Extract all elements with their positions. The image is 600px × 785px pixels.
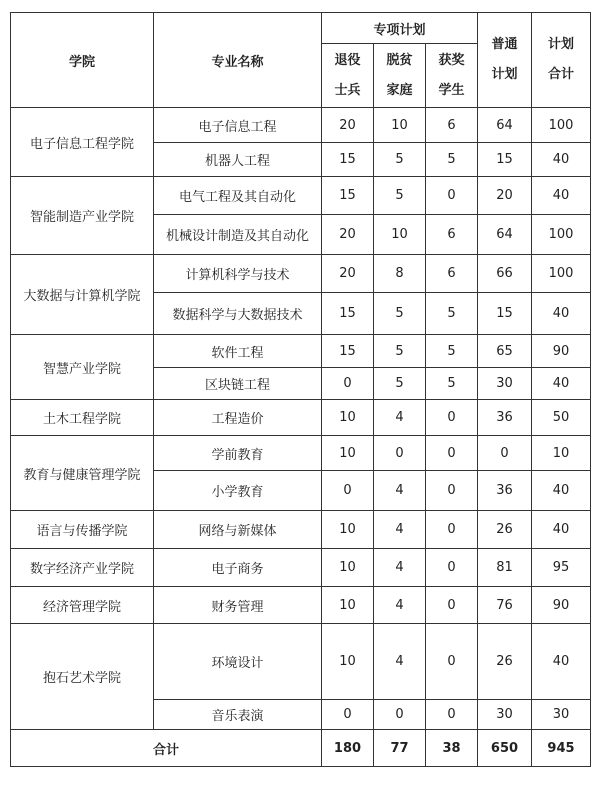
veteran-cell: 15 [322, 293, 374, 335]
major-cell: 环境设计 [154, 624, 322, 700]
total-cell: 100 [532, 215, 591, 255]
total-cell: 40 [532, 511, 591, 549]
award-cell: 6 [426, 255, 478, 293]
summary-poverty: 77 [374, 730, 426, 767]
veteran-cell: 0 [322, 368, 374, 400]
poverty-cell: 0 [374, 700, 426, 730]
poverty-cell: 0 [374, 436, 426, 471]
summary-label: 合计 [11, 730, 322, 767]
veteran-cell: 10 [322, 549, 374, 587]
veteran-cell: 20 [322, 255, 374, 293]
veteran-cell: 10 [322, 436, 374, 471]
award-cell: 5 [426, 143, 478, 177]
college-cell: 电子信息工程学院 [11, 108, 154, 177]
award-cell: 5 [426, 368, 478, 400]
college-cell: 抱石艺术学院 [11, 624, 154, 730]
total-cell: 100 [532, 255, 591, 293]
summary-veteran: 180 [322, 730, 374, 767]
major-cell: 音乐表演 [154, 700, 322, 730]
poverty-cell: 4 [374, 511, 426, 549]
poverty-cell: 5 [374, 177, 426, 215]
header-poverty-line1: 脱贫 [386, 52, 413, 68]
college-cell: 教育与健康管理学院 [11, 436, 154, 511]
regular-cell: 66 [478, 255, 532, 293]
regular-cell: 64 [478, 108, 532, 143]
award-cell: 5 [426, 335, 478, 368]
total-cell: 100 [532, 108, 591, 143]
header-award-line1: 获奖 [438, 52, 465, 68]
poverty-cell: 4 [374, 471, 426, 511]
header-poverty-line2: 家庭 [386, 82, 413, 98]
summary-award: 38 [426, 730, 478, 767]
award-cell: 6 [426, 108, 478, 143]
award-cell: 0 [426, 471, 478, 511]
total-cell: 95 [532, 549, 591, 587]
award-cell: 0 [426, 549, 478, 587]
college-cell: 土木工程学院 [11, 400, 154, 436]
table-body [11, 108, 591, 767]
poverty-cell: 5 [374, 368, 426, 400]
veteran-cell: 10 [322, 511, 374, 549]
total-cell: 40 [532, 177, 591, 215]
award-cell: 6 [426, 215, 478, 255]
table-row [11, 335, 591, 368]
table-row [11, 549, 591, 587]
poverty-cell: 4 [374, 624, 426, 700]
award-cell: 0 [426, 400, 478, 436]
header-award [426, 44, 478, 108]
veteran-cell: 20 [322, 215, 374, 255]
major-cell: 机械设计制造及其自动化 [154, 215, 322, 255]
total-cell: 90 [532, 335, 591, 368]
total-cell: 40 [532, 293, 591, 335]
regular-cell: 26 [478, 624, 532, 700]
regular-cell: 65 [478, 335, 532, 368]
major-cell: 小学教育 [154, 471, 322, 511]
veteran-cell: 15 [322, 335, 374, 368]
college-cell: 大数据与计算机学院 [11, 255, 154, 335]
table-row [11, 436, 591, 471]
summary-row [11, 730, 591, 767]
major-cell: 电子商务 [154, 549, 322, 587]
header-total-line2: 合计 [547, 67, 574, 82]
major-cell: 机器人工程 [154, 143, 322, 177]
regular-cell: 64 [478, 215, 532, 255]
major-cell: 网络与新媒体 [154, 511, 322, 549]
table-row [11, 400, 591, 436]
major-cell: 区块链工程 [154, 368, 322, 400]
college-cell: 语言与传播学院 [11, 511, 154, 549]
header-veteran [322, 44, 374, 108]
total-cell: 90 [532, 587, 591, 624]
header-major: 专业名称 [154, 13, 322, 108]
major-cell: 软件工程 [154, 335, 322, 368]
poverty-cell: 10 [374, 108, 426, 143]
college-cell: 智能制造产业学院 [11, 177, 154, 255]
major-cell: 电子信息工程 [154, 108, 322, 143]
poverty-cell: 10 [374, 215, 426, 255]
college-cell: 智慧产业学院 [11, 335, 154, 400]
summary-regular: 650 [478, 730, 532, 767]
regular-cell: 30 [478, 700, 532, 730]
poverty-cell: 5 [374, 143, 426, 177]
award-cell: 0 [426, 624, 478, 700]
major-cell: 数据科学与大数据技术 [154, 293, 322, 335]
header-regular-line1: 普通 [491, 37, 518, 52]
award-cell: 5 [426, 293, 478, 335]
regular-cell: 20 [478, 177, 532, 215]
college-cell: 数字经济产业学院 [11, 549, 154, 587]
veteran-cell: 10 [322, 587, 374, 624]
header-regular-plan [478, 13, 532, 108]
veteran-cell: 15 [322, 177, 374, 215]
table-row [11, 587, 591, 624]
award-cell: 0 [426, 177, 478, 215]
regular-cell: 36 [478, 400, 532, 436]
major-cell: 电气工程及其自动化 [154, 177, 322, 215]
enrollment-plan-table [10, 12, 591, 767]
award-cell: 0 [426, 587, 478, 624]
total-cell: 40 [532, 471, 591, 511]
veteran-cell: 20 [322, 108, 374, 143]
poverty-cell: 4 [374, 587, 426, 624]
major-cell: 学前教育 [154, 436, 322, 471]
table-row [11, 108, 591, 143]
poverty-cell: 5 [374, 335, 426, 368]
poverty-cell: 4 [374, 549, 426, 587]
college-cell: 经济管理学院 [11, 587, 154, 624]
award-cell: 0 [426, 511, 478, 549]
major-cell: 财务管理 [154, 587, 322, 624]
veteran-cell: 10 [322, 400, 374, 436]
header-poverty [374, 44, 426, 108]
header-special-plan: 专项计划 [322, 13, 478, 44]
veteran-cell: 0 [322, 700, 374, 730]
regular-cell: 0 [478, 436, 532, 471]
veteran-cell: 15 [322, 143, 374, 177]
poverty-cell: 4 [374, 400, 426, 436]
regular-cell: 76 [478, 587, 532, 624]
veteran-cell: 0 [322, 471, 374, 511]
header-regular-line2: 计划 [491, 67, 518, 82]
header-plan-total [532, 13, 591, 108]
regular-cell: 26 [478, 511, 532, 549]
table-row [11, 177, 591, 215]
table-row [11, 511, 591, 549]
award-cell: 0 [426, 700, 478, 730]
regular-cell: 81 [478, 549, 532, 587]
header-veteran-line1: 退役 [334, 52, 361, 68]
table-row [11, 255, 591, 293]
total-cell: 40 [532, 143, 591, 177]
total-cell: 40 [532, 624, 591, 700]
header-award-line2: 学生 [438, 82, 465, 98]
summary-total: 945 [532, 730, 591, 767]
award-cell: 0 [426, 436, 478, 471]
regular-cell: 36 [478, 471, 532, 511]
header-veteran-line2: 士兵 [334, 82, 361, 98]
major-cell: 计算机科学与技术 [154, 255, 322, 293]
header-college: 学院 [11, 13, 154, 108]
total-cell: 10 [532, 436, 591, 471]
regular-cell: 15 [478, 293, 532, 335]
regular-cell: 30 [478, 368, 532, 400]
total-cell: 50 [532, 400, 591, 436]
total-cell: 40 [532, 368, 591, 400]
poverty-cell: 5 [374, 293, 426, 335]
major-cell: 工程造价 [154, 400, 322, 436]
table-row [11, 624, 591, 700]
total-cell: 30 [532, 700, 591, 730]
veteran-cell: 10 [322, 624, 374, 700]
header-total-line1: 计划 [547, 37, 574, 52]
poverty-cell: 8 [374, 255, 426, 293]
regular-cell: 15 [478, 143, 532, 177]
